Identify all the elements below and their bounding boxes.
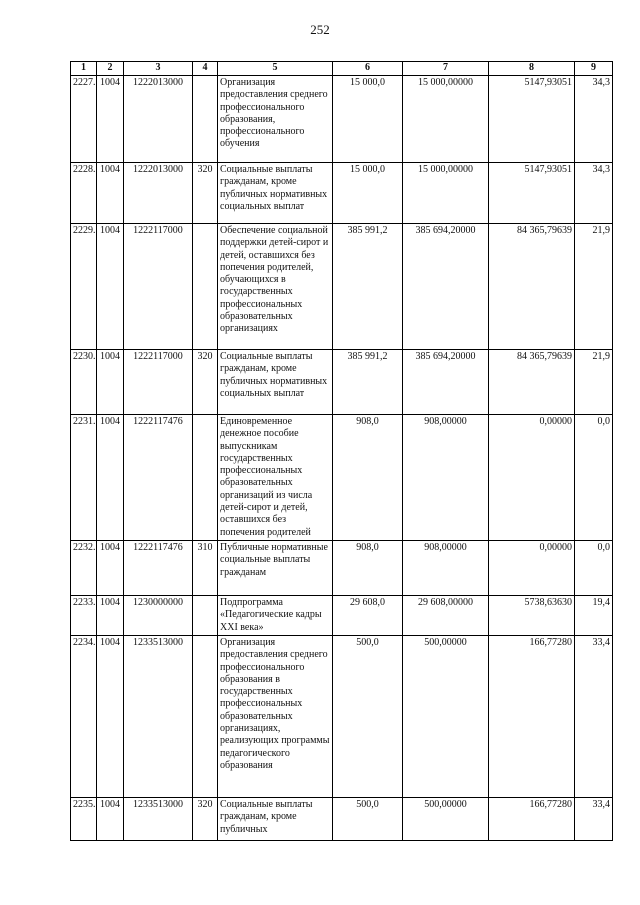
execution-percent: 0,0: [575, 540, 613, 595]
item-name: Организация предоставления среднего профессионального образования, профессионального обучения: [218, 76, 333, 163]
row-number: 2228.: [71, 163, 97, 224]
executed-amount: 166,77280: [489, 635, 575, 797]
expense-type-code: [193, 635, 218, 797]
expense-type-code: 320: [193, 797, 218, 840]
planned-amount: 15 000,00000: [403, 76, 489, 163]
section-code: 1004: [97, 595, 124, 635]
table-row: [71, 224, 613, 350]
table-row: [71, 595, 613, 635]
planned-amount: 908,00000: [403, 415, 489, 541]
approved-amount: 15 000,0: [333, 76, 403, 163]
executed-amount: 5147,93051: [489, 76, 575, 163]
table-row: [71, 797, 613, 840]
execution-percent: 0,0: [575, 415, 613, 541]
expense-type-code: [193, 224, 218, 350]
page-number: 252: [310, 22, 330, 37]
target-article-code: 1222117476: [124, 540, 193, 595]
column-header: 7: [403, 62, 489, 76]
table-row: [71, 163, 613, 224]
executed-amount: 84 365,79639: [489, 224, 575, 350]
row-number: 2227.: [71, 76, 97, 163]
section-code: 1004: [97, 350, 124, 415]
target-article-code: 1233513000: [124, 797, 193, 840]
section-code: 1004: [97, 163, 124, 224]
row-number: 2229.: [71, 224, 97, 350]
budget-table: [70, 61, 613, 841]
column-header: 6: [333, 62, 403, 76]
executed-amount: 5147,93051: [489, 163, 575, 224]
row-number: 2230.: [71, 350, 97, 415]
approved-amount: 15 000,0: [333, 163, 403, 224]
row-number: 2231.: [71, 415, 97, 541]
approved-amount: 385 991,2: [333, 224, 403, 350]
planned-amount: 908,00000: [403, 540, 489, 595]
execution-percent: 21,9: [575, 224, 613, 350]
executed-amount: 0,00000: [489, 415, 575, 541]
expense-type-code: [193, 415, 218, 541]
item-name: Единовременное денежное пособие выпускникам государственных профессиональных образовательных организаций из числа детей-сирот и детей, оставшихся без попечения родителей: [218, 415, 333, 541]
column-header: 8: [489, 62, 575, 76]
expense-type-code: [193, 76, 218, 163]
row-number: 2234.: [71, 635, 97, 797]
expense-type-code: 310: [193, 540, 218, 595]
table-row: [71, 540, 613, 595]
item-name: Подпрограмма «Педагогические кадры XXI века»: [218, 595, 333, 635]
table-row: [71, 350, 613, 415]
column-header: 1: [71, 62, 97, 76]
item-name: Обеспечение социальной поддержки детей-сирот и детей, оставшихся без попечения родителей, обучающихся в государственных профессиональных образовательных организациях: [218, 224, 333, 350]
approved-amount: 385 991,2: [333, 350, 403, 415]
target-article-code: 1222013000: [124, 76, 193, 163]
item-name: Публичные нормативные социальные выплаты гражданам: [218, 540, 333, 595]
column-header: 5: [218, 62, 333, 76]
target-article-code: 1222013000: [124, 163, 193, 224]
column-header: 3: [124, 62, 193, 76]
section-code: 1004: [97, 415, 124, 541]
row-number: 2232.: [71, 540, 97, 595]
planned-amount: 15 000,00000: [403, 163, 489, 224]
executed-amount: 5738,63630: [489, 595, 575, 635]
target-article-code: 1222117476: [124, 415, 193, 541]
approved-amount: 500,0: [333, 797, 403, 840]
executed-amount: 166,77280: [489, 797, 575, 840]
planned-amount: 500,00000: [403, 635, 489, 797]
approved-amount: 500,0: [333, 635, 403, 797]
section-code: 1004: [97, 635, 124, 797]
expense-type-code: 320: [193, 163, 218, 224]
section-code: 1004: [97, 76, 124, 163]
planned-amount: 385 694,20000: [403, 224, 489, 350]
approved-amount: 29 608,0: [333, 595, 403, 635]
target-article-code: 1233513000: [124, 635, 193, 797]
column-header: 4: [193, 62, 218, 76]
execution-percent: 34,3: [575, 76, 613, 163]
executed-amount: 0,00000: [489, 540, 575, 595]
planned-amount: 385 694,20000: [403, 350, 489, 415]
executed-amount: 84 365,79639: [489, 350, 575, 415]
execution-percent: 21,9: [575, 350, 613, 415]
approved-amount: 908,0: [333, 540, 403, 595]
table-row: [71, 76, 613, 163]
row-number: 2235.: [71, 797, 97, 840]
header-row: [71, 62, 613, 76]
column-header: 2: [97, 62, 124, 76]
item-name: Социальные выплаты гражданам, кроме публичных нормативных социальных выплат: [218, 350, 333, 415]
execution-percent: 34,3: [575, 163, 613, 224]
expense-type-code: [193, 595, 218, 635]
section-code: 1004: [97, 224, 124, 350]
execution-percent: 33,4: [575, 797, 613, 840]
execution-percent: 19,4: [575, 595, 613, 635]
planned-amount: 29 608,00000: [403, 595, 489, 635]
execution-percent: 33,4: [575, 635, 613, 797]
table-row: [71, 635, 613, 797]
section-code: 1004: [97, 797, 124, 840]
expense-type-code: 320: [193, 350, 218, 415]
row-number: 2233.: [71, 595, 97, 635]
item-name: Организация предоставления среднего профессионального образования в государственных профессиональных образовательных организациях, реализующих программы педагогического образования: [218, 635, 333, 797]
target-article-code: 1230000000: [124, 595, 193, 635]
item-name: Социальные выплаты гражданам, кроме публичных нормативных социальных выплат: [218, 163, 333, 224]
table-row: [71, 415, 613, 541]
approved-amount: 908,0: [333, 415, 403, 541]
planned-amount: 500,00000: [403, 797, 489, 840]
section-code: 1004: [97, 540, 124, 595]
target-article-code: 1222117000: [124, 224, 193, 350]
target-article-code: 1222117000: [124, 350, 193, 415]
column-header: 9: [575, 62, 613, 76]
item-name: Социальные выплаты гражданам, кроме публичных: [218, 797, 333, 840]
